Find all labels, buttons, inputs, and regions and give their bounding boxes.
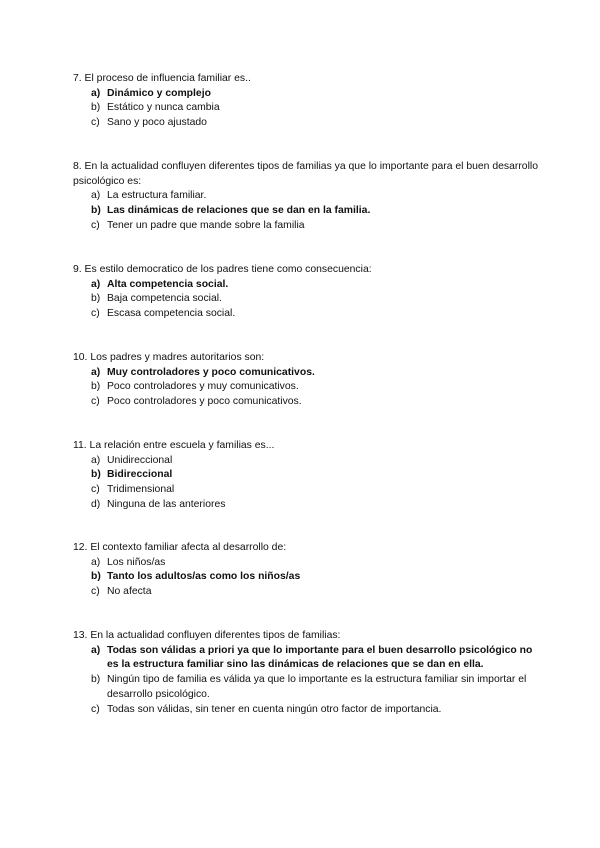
question-10 (73, 351, 543, 410)
option-b (73, 101, 543, 116)
options-list (73, 87, 543, 131)
question-stem: 8. En la actualidad confluyen diferentes tipos de familias ya que lo importante para el buen desarrollo psicológico es: (73, 161, 538, 187)
option-text: Todas son válidas, sin tener en cuenta ningún otro factor de importancia. (107, 703, 442, 715)
option-text: Muy controladores y poco comunicativos. (107, 366, 315, 378)
option-marker: c) (91, 703, 100, 715)
option-b (73, 570, 543, 585)
option-a (73, 454, 543, 469)
option-marker: b) (91, 469, 101, 481)
option-text: Unidireccional (107, 454, 173, 466)
option-text: Poco controladores y muy comunicativos. (107, 381, 299, 393)
option-c (73, 307, 543, 322)
option-marker: c) (91, 484, 100, 496)
option-text: Bidireccional (107, 469, 173, 481)
option-a (73, 556, 543, 571)
option-text: Ningún tipo de familia es válida ya que lo importante es la estructura familiar sin importar el desarrollo psicológico. (107, 674, 527, 700)
option-marker: a) (91, 87, 101, 99)
option-text: Las dinámicas de relaciones que se dan en la familia. (107, 205, 371, 217)
question-12 (73, 541, 543, 600)
option-c (73, 585, 543, 600)
options-list (73, 189, 543, 233)
option-b (73, 204, 543, 219)
question-stem: 9. Es estilo democratico de los padres tiene como consecuencia: (73, 264, 372, 275)
option-marker: c) (91, 308, 100, 320)
question-stem: 10. Los padres y madres autoritarios son: (73, 352, 265, 363)
option-text: Ninguna de las anteriores (107, 498, 226, 510)
option-b (73, 380, 543, 395)
option-marker: b) (91, 381, 101, 393)
option-marker: a) (91, 556, 101, 568)
options-list (73, 366, 543, 410)
option-marker: b) (91, 205, 101, 217)
option-a (73, 87, 543, 102)
option-a (73, 278, 543, 293)
option-c (73, 395, 543, 410)
question-11 (73, 439, 543, 513)
option-marker: c) (91, 396, 100, 408)
option-marker: b) (91, 102, 101, 114)
option-marker: a) (91, 366, 101, 378)
option-text: Tanto los adultos/as como los niños/as (107, 571, 301, 583)
option-b (73, 673, 543, 702)
question-stem: 7. El proceso de influencia familiar es.. (73, 73, 251, 84)
question-8 (73, 160, 543, 234)
options-list (73, 556, 543, 600)
option-text: Baja competencia social. (107, 293, 222, 305)
question-13 (73, 629, 543, 717)
option-c (73, 116, 543, 131)
option-text: Alta competencia social. (107, 278, 229, 290)
option-b (73, 468, 543, 483)
option-marker: a) (91, 190, 101, 202)
option-text: Escasa competencia social. (107, 308, 236, 320)
option-text: Poco controladores y poco comunicativos. (107, 396, 302, 408)
option-text: Tener un padre que mande sobre la familia (107, 219, 305, 231)
option-b (73, 292, 543, 307)
option-text: Sano y poco ajustado (107, 117, 207, 129)
option-marker: c) (91, 586, 100, 598)
option-text: Estático y nunca cambia (107, 102, 220, 114)
option-text: Dinámico y complejo (107, 87, 211, 99)
option-a (73, 366, 543, 381)
question-stem: 13. En la actualidad confluyen diferentes tipos de familias: (73, 630, 341, 641)
option-text: No afecta (107, 586, 152, 598)
question-stem: 12. El contexto familiar afecta al desarrollo de: (73, 542, 287, 553)
option-text: Los niños/as (107, 556, 166, 568)
option-marker: c) (91, 219, 100, 231)
option-text: Todas son válidas a priori ya que lo importante para el buen desarrollo psicológico no es la estructura familiar sino las dinámicas de relaciones que se dan en ella. (107, 644, 533, 671)
option-c (73, 219, 543, 234)
option-marker: b) (91, 571, 101, 583)
option-a (73, 189, 543, 204)
question-7 (73, 72, 543, 131)
question-9 (73, 263, 543, 322)
option-c (73, 703, 543, 718)
option-marker: a) (91, 454, 101, 466)
option-marker: b) (91, 674, 101, 686)
option-marker: a) (91, 644, 101, 656)
options-list (73, 454, 543, 513)
option-marker: d) (91, 498, 101, 510)
option-a (73, 644, 543, 673)
option-marker: a) (91, 278, 101, 290)
option-text: La estructura familiar. (107, 190, 207, 202)
option-marker: b) (91, 293, 101, 305)
question-stem: 11. La relación entre escuela y familias es... (73, 440, 275, 451)
option-d (73, 498, 543, 513)
options-list (73, 644, 543, 718)
option-text: Tridimensional (107, 484, 175, 496)
option-marker: c) (91, 117, 100, 129)
options-list (73, 278, 543, 322)
option-c (73, 483, 543, 498)
